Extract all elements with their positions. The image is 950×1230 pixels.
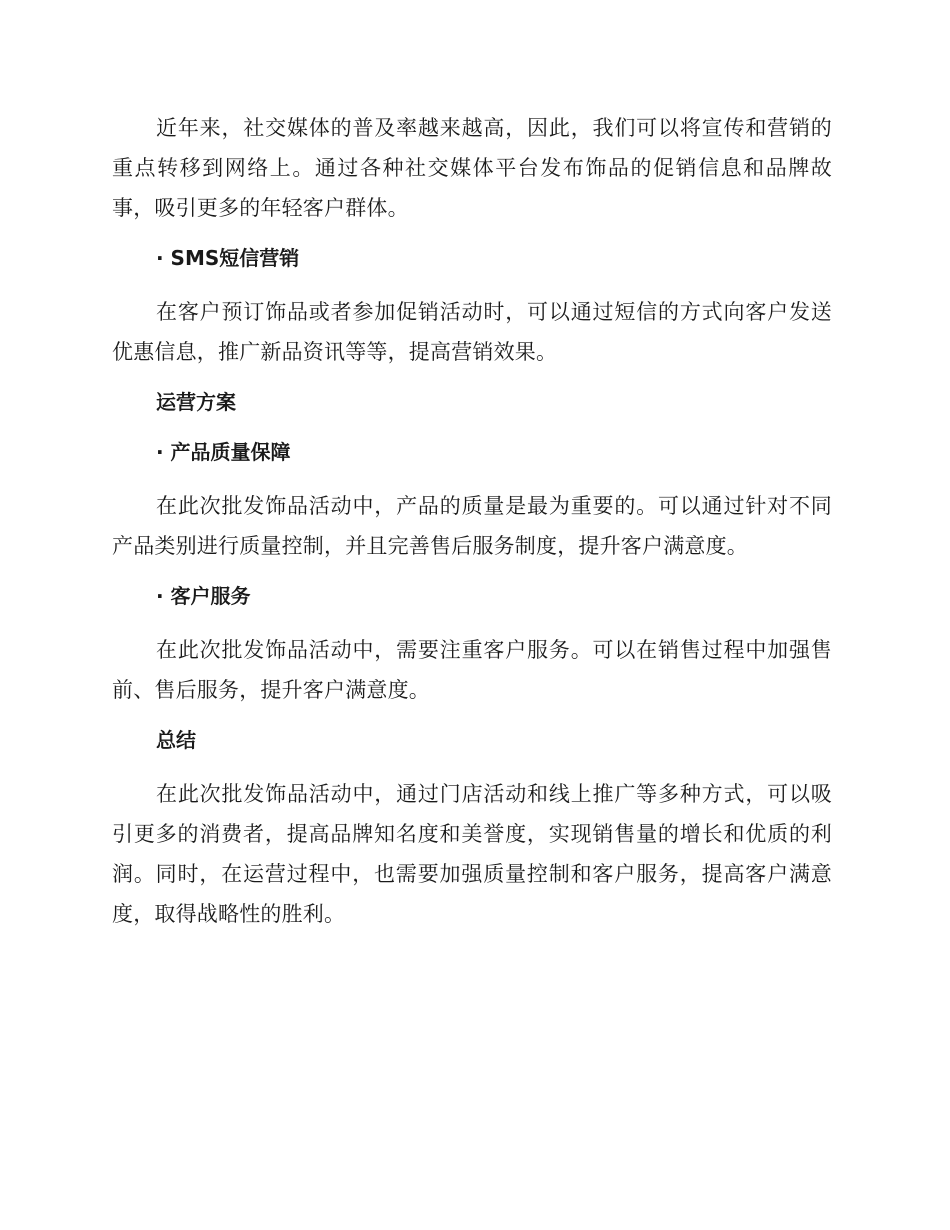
heading-customer-service: · 客户服务: [156, 584, 251, 608]
paragraph-quality-assurance: 在此次批发饰品活动中，产品的质量是最为重要的。可以通过针对不同产品类别进行质量控制，并且完善售后服务制度，提升客户满意度。: [112, 494, 832, 558]
heading-quality-assurance: · 产品质量保障: [156, 440, 291, 464]
paragraph-customer-service: 在此次批发饰品活动中，需要注重客户服务。可以在销售过程中加强售前、售后服务，提升客户满意度。: [112, 638, 832, 702]
heading-summary: 总结: [156, 728, 196, 752]
document-body: [112, 108, 832, 934]
heading-operation-plan: 运营方案: [156, 390, 236, 414]
paragraph-summary: 在此次批发饰品活动中，通过门店活动和线上推广等多种方式，可以吸引更多的消费者，提高品牌知名度和美誉度，实现销售量的增长和优质的利润。同时，在运营过程中，也需要加强质量控制和客户服务，提高客户满意度，取得战略性的胜利。: [112, 782, 832, 926]
paragraph-sms-marketing: 在客户预订饰品或者参加促销活动时，可以通过短信的方式向客户发送优惠信息，推广新品资讯等等，提高营销效果。: [112, 300, 832, 364]
paragraph-social-media: 近年来，社交媒体的普及率越来越高，因此，我们可以将宣传和营销的重点转移到网络上。通过各种社交媒体平台发布饰品的促销信息和品牌故事，吸引更多的年轻客户群体。: [112, 116, 832, 220]
heading-sms-marketing: · SMS短信营销: [156, 246, 300, 270]
